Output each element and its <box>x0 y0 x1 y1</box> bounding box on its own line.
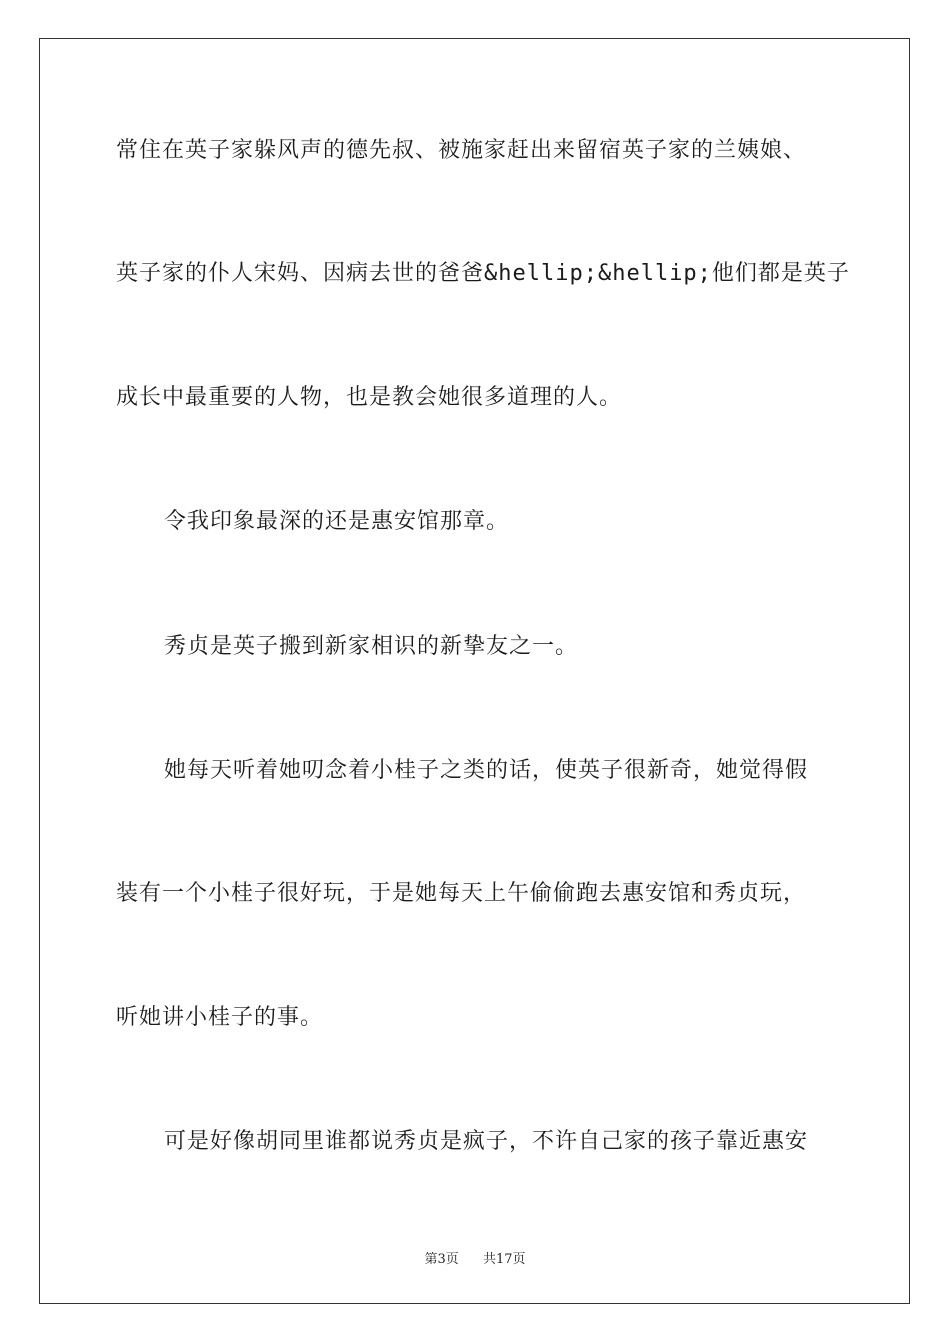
text-line: 秀贞是英子搬到新家相识的新挚友之一。 <box>164 634 579 659</box>
page-number: 第3页 <box>424 1252 459 1267</box>
page-footer <box>0 1248 950 1267</box>
text-line: 可是好像胡同里谁都说秀贞是疯子，不许自己家的孩子靠近惠安 <box>164 1129 809 1154</box>
text-line: 令我印象最深的还是惠安馆那章。 <box>164 509 510 534</box>
text-line: 听她讲小桂子的事。 <box>116 1005 324 1030</box>
text-line: 成长中最重要的人物，也是教会她很多道理的人。 <box>116 385 623 410</box>
text-line: 常住在英子家躲风声的德先叔、被施家赶出来留宿英子家的兰姨娘、 <box>116 138 807 163</box>
text-line: 英子家的仆人宋妈、因病去世的爸爸&hellip;&hellip;他们都是英子 <box>116 261 850 286</box>
page-border <box>39 38 910 1304</box>
page-total: 共17页 <box>483 1252 526 1267</box>
text-line: 装有一个小桂子很好玩，于是她每天上午偷偷跑去惠安馆和秀贞玩， <box>116 881 807 906</box>
text-line: 她每天听着她叨念着小桂子之类的话，使英子很新奇，她觉得假 <box>164 758 809 783</box>
